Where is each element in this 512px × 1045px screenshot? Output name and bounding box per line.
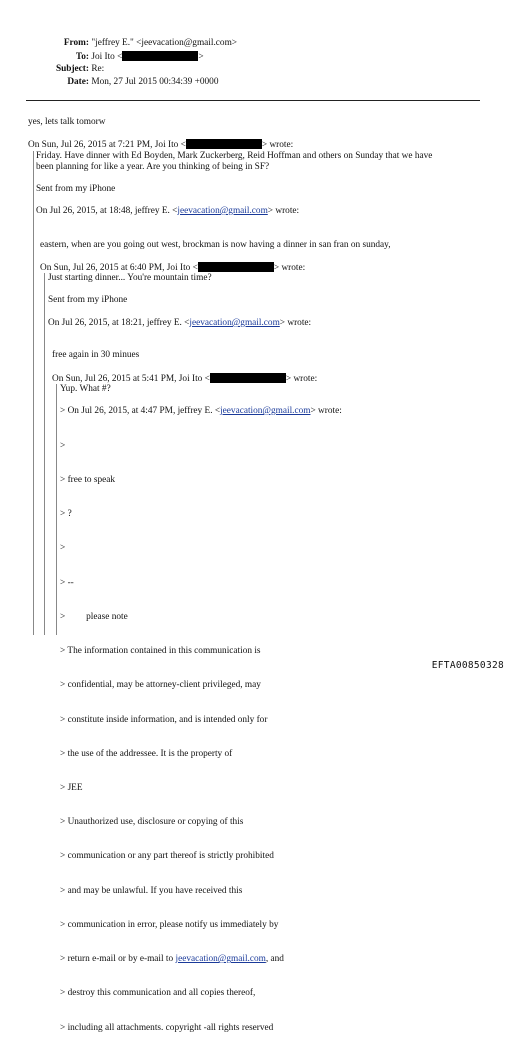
quote3-bar <box>56 384 57 635</box>
quote4-on-a: > On Jul 26, 2015, at 4:47 PM, jeffrey E. < <box>60 406 221 416</box>
quote2-line1: Just starting dinner... You're mountain time? <box>48 273 212 283</box>
quote4-line: > confidential, may be attorney-client privileged, may <box>60 680 261 691</box>
quote4-line: > <box>60 543 66 554</box>
quote4-lines <box>60 418 284 1045</box>
quote4-line: > JEE <box>60 783 83 793</box>
quote2-intro <box>40 262 305 274</box>
subject-label: Subject: <box>55 64 89 74</box>
redaction-bar <box>186 139 262 149</box>
quote4-line: > free to speak <box>60 475 116 486</box>
quote3-line1: Yup. What #? <box>60 384 111 394</box>
quote1-on <box>36 206 299 217</box>
quote1-line2: been planning for like a year. Are you thinking of being in SF? <box>36 162 270 172</box>
quote4-line: > ? <box>60 509 72 520</box>
quote4-line: > -- <box>60 577 74 588</box>
to-name: Joi Ito < <box>91 52 123 62</box>
quote2-on <box>48 318 311 329</box>
quote2-sent: Sent from my iPhone <box>48 295 128 305</box>
quote3-intro-b: > wrote: <box>285 374 318 384</box>
quote4-line: > destroy this communication and all copies thereof, <box>60 988 256 999</box>
header-to <box>40 51 204 63</box>
quote1-intro-a: On Sun, Jul 26, 2015 at 7:21 PM, Joi Ito < <box>28 140 186 150</box>
email-link[interactable]: jeevacation@gmail.com <box>175 954 266 965</box>
quote2-on-a: On Jul 26, 2015, at 18:21, jeffrey E. < <box>48 318 190 328</box>
email-link[interactable]: jeevacation@gmail.com <box>177 206 268 216</box>
header-subject <box>40 64 104 75</box>
header-date <box>40 77 218 88</box>
quote4-on <box>60 406 342 417</box>
quote4-return-a: > return e-mail or by e-mail to <box>60 954 176 965</box>
quote2-text: eastern, when are you going out west, brockman is now having a dinner in san fran on sunday, <box>40 240 391 250</box>
quote4-line: > The information contained in this communication is <box>60 646 261 657</box>
date-label: Date: <box>67 77 89 87</box>
redaction-bar <box>198 262 274 272</box>
to-end: > <box>198 52 204 62</box>
quote4-line: > the use of the addressee. It is the property of <box>60 748 233 759</box>
quote1-sent: Sent from my iPhone <box>36 184 116 194</box>
email-link[interactable]: jeevacation@gmail.com <box>189 318 280 328</box>
quote1-line1: Friday. Have dinner with Ed Boyden, Mark Zuckerberg, Reid Hoffman and others on Sunday that we have <box>36 151 433 161</box>
quote1-bar <box>33 151 34 635</box>
quote1-intro-b: > wrote: <box>261 140 294 150</box>
quote2-intro-b: > wrote: <box>273 263 306 273</box>
quote4-line: > communication in error, please notify us immediately by <box>60 919 279 930</box>
quote4-line: > including all attachments. copyright -all rights reserved <box>60 1022 274 1033</box>
quote3-intro-a: On Sun, Jul 26, 2015 at 5:41 PM, Joi Ito < <box>52 374 210 384</box>
quote4-return-b: , and <box>265 954 284 965</box>
document-id: EFTA00850328 <box>431 660 504 671</box>
date-value: Mon, 27 Jul 2015 00:34:39 +0000 <box>91 77 219 87</box>
quote2-bar <box>44 273 45 635</box>
email-link[interactable]: jeevacation@gmail.com <box>220 406 311 416</box>
quote4-return-line <box>60 954 284 965</box>
subject-value: Re: <box>91 64 105 74</box>
quote4-line: > please note <box>60 611 128 622</box>
quote2-on-b: > wrote: <box>279 318 312 328</box>
quote3-text: free again in 30 minues <box>52 350 140 360</box>
quote4-line: > constitute inside information, and is intended only for <box>60 714 268 725</box>
quote1-on-a: On Jul 26, 2015, at 18:48, jeffrey E. < <box>36 206 178 216</box>
quote2-intro-a: On Sun, Jul 26, 2015 at 6:40 PM, Joi Ito < <box>40 263 198 273</box>
reply-text: yes, lets talk tomorw <box>28 117 106 127</box>
from-value: "jeffrey E." <jeevacation@gmail.com> <box>91 38 238 48</box>
quote1-on-b: > wrote: <box>267 206 300 216</box>
quote4-line: > communication or any part thereof is strictly prohibited <box>60 851 274 862</box>
quote4-on-b: > wrote: <box>310 406 342 416</box>
redaction-bar <box>122 51 198 61</box>
header-from <box>40 38 237 49</box>
to-label: To: <box>75 52 89 62</box>
header-divider <box>26 100 480 101</box>
quote4-line: > Unauthorized use, disclosure or copying of this <box>60 817 244 828</box>
redaction-bar <box>210 373 286 383</box>
from-label: From: <box>63 38 89 48</box>
quote4-line: > and may be unlawful. If you have received this <box>60 885 243 896</box>
quote3-intro <box>52 373 317 385</box>
quote1-intro <box>28 139 293 151</box>
quote4-line: > <box>60 440 66 451</box>
